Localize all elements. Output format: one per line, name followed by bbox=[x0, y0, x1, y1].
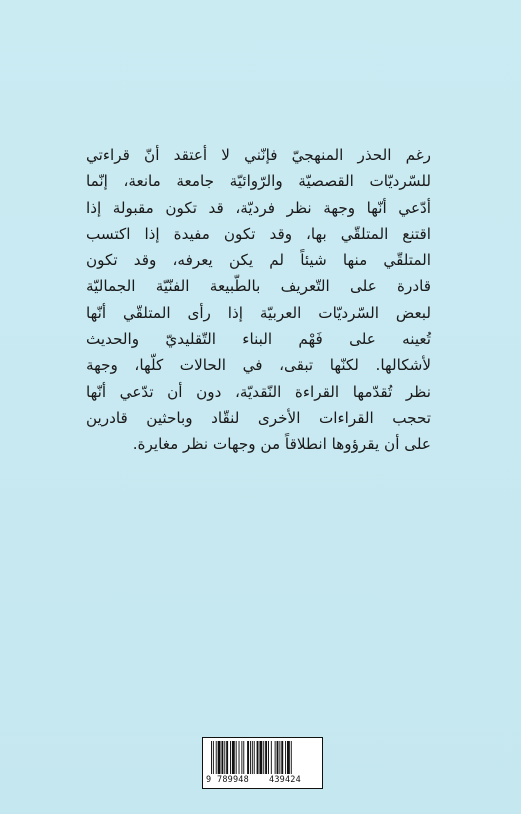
blurb-line: المتلقّي منها شيئاً لم يكن يعرفه، وقد تكون bbox=[86, 251, 431, 270]
back-cover-blurb bbox=[86, 142, 431, 458]
barcode-right-group: 439424 bbox=[269, 775, 301, 785]
barcode-left-group: 789948 bbox=[217, 775, 249, 785]
blurb-line: للسّرديّات القصصيّة والرّوائيّة جامعة مانعة، إنّما bbox=[86, 172, 431, 191]
blurb-line: أدّعي أنّها وجهة نظر فرديّة، قد تكون مقبولة إذا bbox=[86, 198, 431, 217]
blurb-line: لبعض السّرديّات العربيّة إذا رأى المتلقّي أنّها bbox=[86, 303, 431, 322]
blurb-line: لأشكالها. لكنّها تبقى، في الحالات كلّها، وجهة bbox=[86, 356, 431, 375]
blurb-line: رغم الحذر المنهجيّ فإنّني لا أعتقد أنّ قراءتي bbox=[86, 146, 431, 164]
blurb-line: نظر تُقدّمها القراءة النّقديّة، دون أن تدّعي أنّها bbox=[86, 382, 431, 401]
blurb-line: تحجب القراءات الأخرى لنقّاد وباحثين قادرين bbox=[86, 408, 431, 427]
barcode-bars bbox=[207, 741, 320, 775]
blurb-line: تُعينه على فَهْم البناء التّقليديّ والحديث bbox=[86, 330, 431, 349]
blurb-line: على أن يقرؤوها انطلاقاً من وجهات نظر مغايرة. bbox=[132, 435, 431, 454]
barcode-first-digit: 9 bbox=[206, 775, 212, 785]
isbn-barcode bbox=[202, 737, 323, 789]
blurb-line: اقتنع المتلقّي بها، وقد تكون مفيدة إذا اكتسب bbox=[86, 224, 431, 243]
blurb-line: قادرة على التّعريف بالطّبيعة الفنّيّة الجماليّة bbox=[86, 277, 431, 296]
